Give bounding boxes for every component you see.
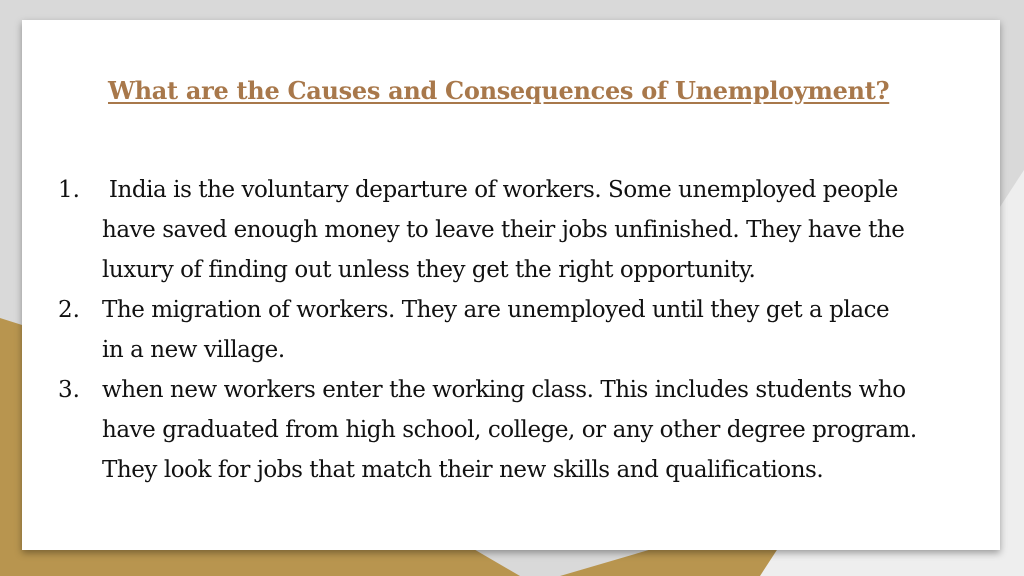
text-line: in a new village. (102, 337, 285, 363)
text-line: The migration of workers. They are unemployed until they get a place (102, 297, 890, 323)
numbered-list (22, 170, 1000, 490)
text-line: They look for jobs that match their new skills and qualifications. (102, 457, 824, 483)
text-line: have graduated from high school, college, or any other degree program. (102, 417, 917, 443)
text-line: luxury of finding out unless they get the right opportunity. (102, 257, 756, 283)
list-item-text (102, 370, 982, 490)
text-line: when new workers enter the working class. This includes students who (102, 377, 906, 403)
list-item-text (102, 290, 982, 370)
list-item (22, 290, 1000, 370)
list-item-number: 1. (58, 177, 80, 203)
list-item (22, 170, 1000, 290)
text-line: India is the voluntary departure of workers. Some unemployed people (102, 177, 898, 203)
slide-card (22, 20, 1000, 550)
slide-title: What are the Causes and Consequences of Unemployment? (108, 76, 890, 105)
list-item-number: 2. (58, 297, 80, 323)
text-line: have saved enough money to leave their jobs unfinished. They have the (102, 217, 905, 243)
list-item-text (102, 170, 982, 290)
list-item (22, 370, 1000, 490)
list-item-number: 3. (58, 377, 80, 403)
